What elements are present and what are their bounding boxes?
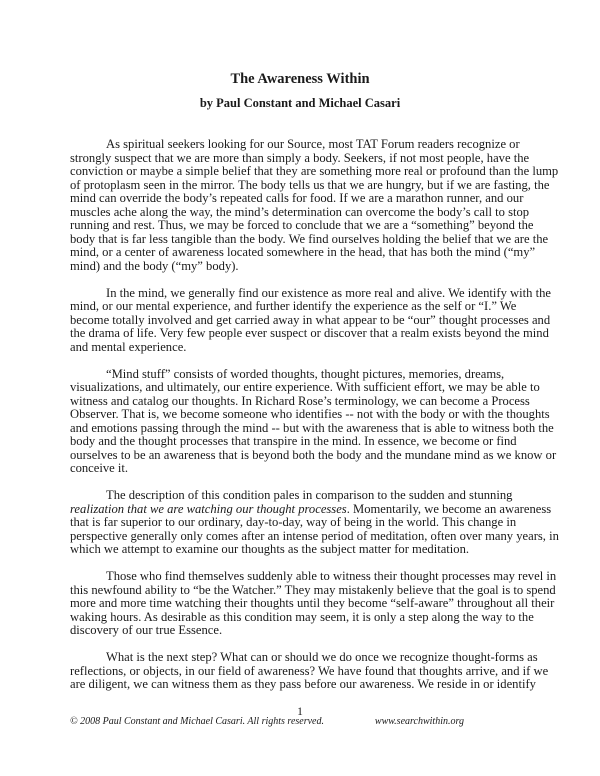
text-line xyxy=(70,503,550,517)
line-text: “Mind stuff” consists of worded thoughts, thought pictures, memories, dreams, xyxy=(106,366,505,381)
line-text: that is far superior to our ordinary, day-to-day, way of being in the world. This change in xyxy=(70,515,517,529)
text-line xyxy=(70,420,554,436)
line-text: which we attempt to examine our thoughts as the subject matter for meditation. xyxy=(70,542,470,556)
line-text: conviction or maybe a simple belief that they are something more real or profound than the lump xyxy=(70,164,559,178)
footer-website: www.searchwithin.org xyxy=(374,716,464,727)
text-line xyxy=(70,341,550,355)
text-line xyxy=(70,287,550,301)
text-line xyxy=(70,395,550,409)
footer-copyright: © 2008 Paul Constant and Michael Casari. All rights reserved. xyxy=(70,716,324,727)
line-text: of protoplasm seen in the mirror. The body tells us that we are hungry, but if we are fasting, the xyxy=(70,177,550,192)
line-text: and mental experience. xyxy=(70,339,187,354)
paragraph xyxy=(70,651,550,692)
document-title: The Awareness Within xyxy=(230,71,370,87)
text-line xyxy=(70,447,557,463)
text-line xyxy=(70,624,550,638)
line-text: running and rest. Thus, we may be forced to conclude that we are a “something” beyond the xyxy=(70,218,534,232)
line-text: reflections, or objects, in our field of awareness? We have found that thoughts arrive, and if we xyxy=(70,663,549,678)
line-text: The description of this condition pales in comparison to the sudden and stunning xyxy=(106,488,513,502)
line-text: more and more time watching their thoughts until they become “self-aware” throughout all their xyxy=(70,596,555,610)
text-line xyxy=(70,611,550,625)
text-line xyxy=(70,260,550,274)
text-line xyxy=(70,368,550,382)
text-line xyxy=(70,381,550,395)
text-line xyxy=(70,678,550,692)
text-line xyxy=(70,206,550,220)
line-text: As spiritual seekers looking for our Source, most TAT Forum readers recognize or xyxy=(106,137,520,151)
paragraph xyxy=(70,287,550,355)
text-line xyxy=(70,233,550,247)
text-line xyxy=(70,582,556,598)
document-byline: by Paul Constant and Michael Casari xyxy=(199,96,401,110)
italic-text: realization that we are watching our thought processes xyxy=(70,501,347,516)
line-text: body that is far less tangible than the body. We find ourselves holding the belief that we are the xyxy=(70,231,549,246)
line-text: ourselves to be an awareness that is beyond both the body and the mundane mind as we know or xyxy=(70,447,557,462)
text-line xyxy=(70,665,550,679)
line-text: mind, or our mental experience, and further identify the experience as the self or “I.” We xyxy=(70,299,517,313)
line-text: body and the thought processes that transpire in the mind. In essence, we become or find xyxy=(70,434,517,448)
text-line xyxy=(70,300,550,314)
line-text: Those who find themselves suddenly able to witness their thought processes may revel in xyxy=(106,569,557,583)
paragraph xyxy=(70,137,559,273)
line-text: . Momentarily, we become an awareness xyxy=(346,501,552,516)
text-line xyxy=(70,435,550,449)
text-line xyxy=(70,516,550,530)
text-line xyxy=(70,462,550,476)
line-text: mind can override the body’s repeated calls for food. If we are a marathon runner, and our xyxy=(70,191,524,205)
text-line xyxy=(70,179,550,193)
line-text: this newfound ability to “be the Watcher.” They may mistakenly believe that the goal is to spend xyxy=(70,582,556,597)
line-text: and emotions passing through the mind -- but with the awareness that is able to witness both the xyxy=(70,420,554,435)
text-line xyxy=(70,192,550,206)
text-line xyxy=(70,164,559,179)
line-text: the drama of life. Very few people ever suspect or discover that a realm exists beyond the mind xyxy=(70,326,549,340)
text-line xyxy=(70,596,555,611)
line-text: muscles ache along the way, the mind’s determination can overcome the body’s call to stop xyxy=(70,204,530,219)
line-text: conceive it. xyxy=(70,461,129,475)
text-line xyxy=(70,569,557,584)
text-line xyxy=(70,651,550,665)
line-text: mind) and the body (“my” body). xyxy=(70,258,239,273)
document-body xyxy=(70,137,559,705)
line-text: waking hours. As desirable as this condition may seem, it is only a step along the way to the xyxy=(70,609,534,624)
line-text: become totally involved and get carried away in what appear to be “our” thought processes and xyxy=(70,312,551,327)
text-line xyxy=(70,152,550,166)
text-line xyxy=(70,246,550,260)
text-line xyxy=(70,528,559,544)
text-line xyxy=(70,327,550,341)
paragraph xyxy=(70,569,557,638)
text-line xyxy=(70,543,550,557)
text-line xyxy=(70,314,550,328)
line-text: In the mind, we generally find our existence as more real and alive. We identify with the xyxy=(106,285,551,300)
paragraph xyxy=(70,488,559,557)
page-number: 1 xyxy=(297,706,303,718)
line-text: What is the next step? What can or should we do once we recognize thought-forms as xyxy=(106,650,538,664)
line-text: mind, or a center of awareness located somewhere in the head, that has both the mind (“my” xyxy=(70,245,536,259)
text-line xyxy=(70,408,550,422)
line-text: are diligent, we can witness them as they pass before our awareness. We reside in or identify xyxy=(70,677,536,691)
text-line xyxy=(70,219,550,233)
line-text: strongly suspect that we are more than simply a body. Seekers, if not most people, have the xyxy=(70,150,530,165)
line-text: perspective generally only comes after an intense period of meditation, often over many years, in xyxy=(70,528,559,543)
text-line xyxy=(70,138,550,152)
line-text: witness and catalog our thoughts. In Richard Rose’s terminology, we can become a Process xyxy=(70,393,530,408)
line-text: discovery of our true Essence. xyxy=(70,623,223,637)
paragraph xyxy=(70,366,557,476)
line-text: visualizations, and ultimately, our entire experience. With sufficient effort, we may be able to xyxy=(70,380,540,394)
line-text: Observer. That is, we become someone who identifies -- not with the body or with the thoughts xyxy=(70,407,550,421)
text-line xyxy=(70,489,550,503)
